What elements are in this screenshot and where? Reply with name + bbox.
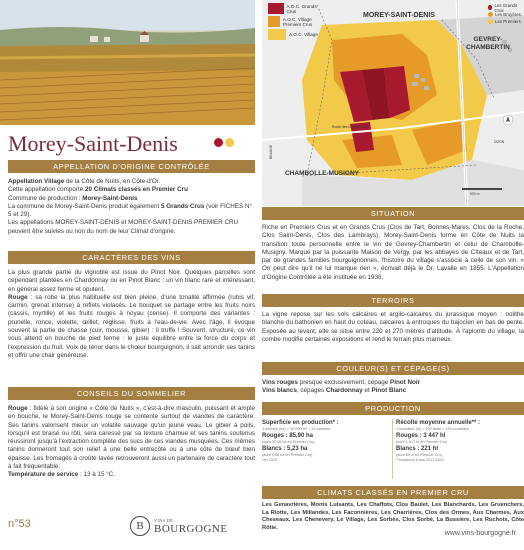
aoc-heading: APPELLATION D'ORIGINE CONTRÔLÉE — [8, 160, 255, 173]
couleurs-text: Vins rouges presque exclusivement, cépage Pinot Noir Vins blancs, cépages Chardonnay et Pinot Blanc — [262, 379, 421, 395]
aoc-line5: Les appellations MOREY-SAINT-DENIS et MOREY-SAINT-DENIS PREMIER CRU peuvent être suivies ou non du nom de leur Climat d'origine. — [8, 219, 239, 235]
vins-de-bourgogne-logo — [130, 516, 228, 536]
map-label-chambolle: CHAMBOLLE-MUSIGNY — [284, 170, 360, 177]
climats-text: Les Genavrières, Monts Luisants, Les Chaffots, Clos Baulet, Les Blanchards, Les Gruenchers, La Riotte, Les Millandes, Les Faconnières, Les Charrières, Clos des Ormes, Aux Charmes, Aux Cheseaux, Les Chenevery, Le Village, Les Sorbès, Clos Sorbè, La Bussière, Les Ruchots, Côte Rôtie. — [262, 502, 524, 531]
sommelier-text — [8, 405, 255, 480]
situation-text: Riche en Premiers Crus et en Grands Crus (Clos de Tart, Bonnes-Mares, Clos de la Roche, Clos Saint-Denis, Clos des Lambrays), Morey-Saint-Denis forme en Côte de Nuits la transition toute personnelle entre le vin de Gevrey-Chambertin et celui de Chambolle-Musigny. Marqué par la puissante Maison de Vergy, par les abbayes de Cîteaux et de Tart, par de grandes familles bourguignonnes, l'histoire du village s'associe à celle de son vin. « On peut dire qu'il ne lui manque rien », écrivait déjà le Dr. Lavalle en 1855. L'Appellation d'Origine Contrôlée a été instituée en 1936. — [262, 224, 524, 281]
aoc-premier-count: 20 Climats classés en Premier Cru — [85, 186, 188, 194]
aoc-grands-crus: 5 Grands Crus — [160, 202, 205, 210]
aoc-line4: La commune de Morey-Saint-Denis produit également — [8, 202, 161, 210]
page-title: Morey-Saint-Denis — [8, 131, 178, 156]
logo-big-text: BOURGOGNE — [154, 522, 228, 535]
left-column — [0, 0, 255, 550]
map-label-commune: MOREY-SAINT-DENIS — [363, 12, 435, 19]
aoc-commune: Morey-Saint-Denis — [82, 194, 138, 202]
bourgogne-b-icon: B — [130, 516, 150, 536]
aoc-line3: Commune de production : — [8, 194, 83, 202]
caracteres-rouge-label: Rouge — [8, 293, 28, 301]
wine-color-dots — [214, 138, 234, 147]
map-label-gevrey: GEVREY-CHAMBERTIN — [466, 36, 510, 51]
caracteres-p2: : sa robe la plus habituelle est bien pleine, d'une tonalité affirmée (rubis vif, carmin, grenat intense) à reflets violacés. Le bouquet se partage entre les fruits noirs (cassis, myrtille) et les fruits rouges à noyau (cerise). Il comporte des variantes : prunelle, ronce, violette, œillet, réglisse, fruits à l'eau-de-vie. Avec l'âge, il évoque souvent la partie de chasse (cuir, mousse, gibier) : il truffe ! Souvent, structuré, ce vin vous attend en bouche de pied ferme : le juste équilibre entre la force du corps et l'expression du fruit. Voix de ténor dans le chœur bourguignon, il sait arrondir ses tanins et offrir une chair généreuse. — [8, 293, 255, 359]
caracteres-p1: La plus grande partie du vignoble est issue du Pinot Noir. Quelques parcelles sont cependant plantées en Chardonnay ou en Pinot Blanc : un vin blanc rare et intéressant, en général assez ferme et opulent. — [8, 269, 255, 293]
map-label-road: Route des Grands Crus — [332, 125, 368, 129]
aoc-line1: de la Côte de Nuits, en Côte-d'Or. — [64, 178, 161, 185]
situation-heading: SITUATION — [262, 207, 524, 220]
terroirs-heading: TERROIRS — [262, 294, 524, 307]
legend-village: A.O.C. Village — [268, 28, 322, 41]
white-wine-dot — [225, 138, 234, 147]
legend-grand-cru: A.O.C. Grands Crus — [268, 2, 322, 15]
aoc-line4-end: (voir FICHES N° 5 et 29). — [8, 202, 253, 219]
map-legend — [268, 2, 322, 41]
map-label-beaune: BEAUNE — [268, 145, 273, 159]
couleurs-heading: COULEUR(S) ET CÉPAGE(S) — [262, 362, 524, 375]
aoc-line2: Cette appellation comporte — [8, 186, 86, 194]
vineyard-photo — [0, 0, 255, 125]
production-superficie: Superficie en production* : 1 hectare (ha) = 10 000 m² = 24 ouvrées Rouges : 85,90 ha (dont 37,96 ha en Premier Cru) Blancs : 5,23 ha (dont 1,56 ha en Premier Cru) *en 2022 — [262, 420, 339, 462]
logo-small-text: VINS DE — [154, 517, 174, 523]
map-scale-label: 500 m — [470, 192, 480, 196]
sommelier-heading: CONSEILS DU SOMMELIER — [8, 387, 255, 400]
service-temp-value: : 13 à 15 °C. — [78, 471, 116, 479]
production-block — [262, 419, 524, 487]
map-legend-secondary: Les Grands Crus Les Bruyères Les Premiers — [488, 4, 524, 25]
website-link[interactable]: www.vins-bourgogne.fr — [444, 530, 516, 537]
aoc-type: Appellation Village — [8, 178, 65, 185]
sommelier-rouge-label: Rouge — [8, 405, 28, 412]
red-wine-dot — [214, 138, 223, 147]
aoc-text — [8, 178, 255, 236]
service-temp-label: Température de service — [8, 471, 79, 479]
climats-heading: CLIMATS CLASSÉS EN PREMIER CRU — [262, 486, 524, 499]
vineyard-illustration — [0, 0, 255, 125]
terroirs-text: La vigne repose sur les sols calcaires et argilo-calcaires du jurassique moyen : oolithe blanche du bathonien en haut du coteau, calcaires à entroques du bajocien en bas de pente. Exposée au levant, elle se situe entre 220 et 270 mètres d'altitude. À l'aplomb du village, la combe modifie certaines expositions et rend le terrain plus marneux. — [262, 311, 524, 343]
caracteres-heading: CARACTÈRES DES VINS — [8, 251, 255, 264]
page-number: n°53 — [8, 518, 31, 530]
legend-premier-cru: A.O.C. Village Premiers Crus — [268, 15, 322, 28]
production-heading: PRODUCTION — [262, 402, 524, 415]
caracteres-text — [8, 269, 255, 360]
sommelier-p1: : fidèle à son origine « Côte de Nuits », c'est-à-dire masculin, puissant et ample en bouche, le Morey-Saint-Denis rouge se contente surtout de viandes de caractère. Ses tanins valorisent mieux un volatile sauvage qu'un jeune veau. Le gibier à poils, lorsqu'il est braisé ou rôti, sera caressé par sa texture charnue et ses tanins soutenus réussiront jusqu'à l'extraction complète des sucs de ces viandes musquées. Ces mêmes tanins donneront tout son relief à une belle entrecôte ou à une côte de bœuf bien épaisse. Les fromages à croûte lavée retrouveront aussi un partenaire de caractère tout à fait fréquentable. — [8, 405, 255, 471]
map-label-dijon: DIJON — [494, 140, 505, 144]
production-recolte: Récolte moyenne annuelle** : 1 hectolitre (hl) = 100 litres = 133 bouteilles Rouges : 3 447 hl (dont 1 617 hl en Premier Cru) Blancs : 221 hl (dont 65 hl en Premier Cru) **moyenne 5 ans 2017-2021 — [396, 420, 481, 462]
appellation-map — [262, 0, 524, 206]
